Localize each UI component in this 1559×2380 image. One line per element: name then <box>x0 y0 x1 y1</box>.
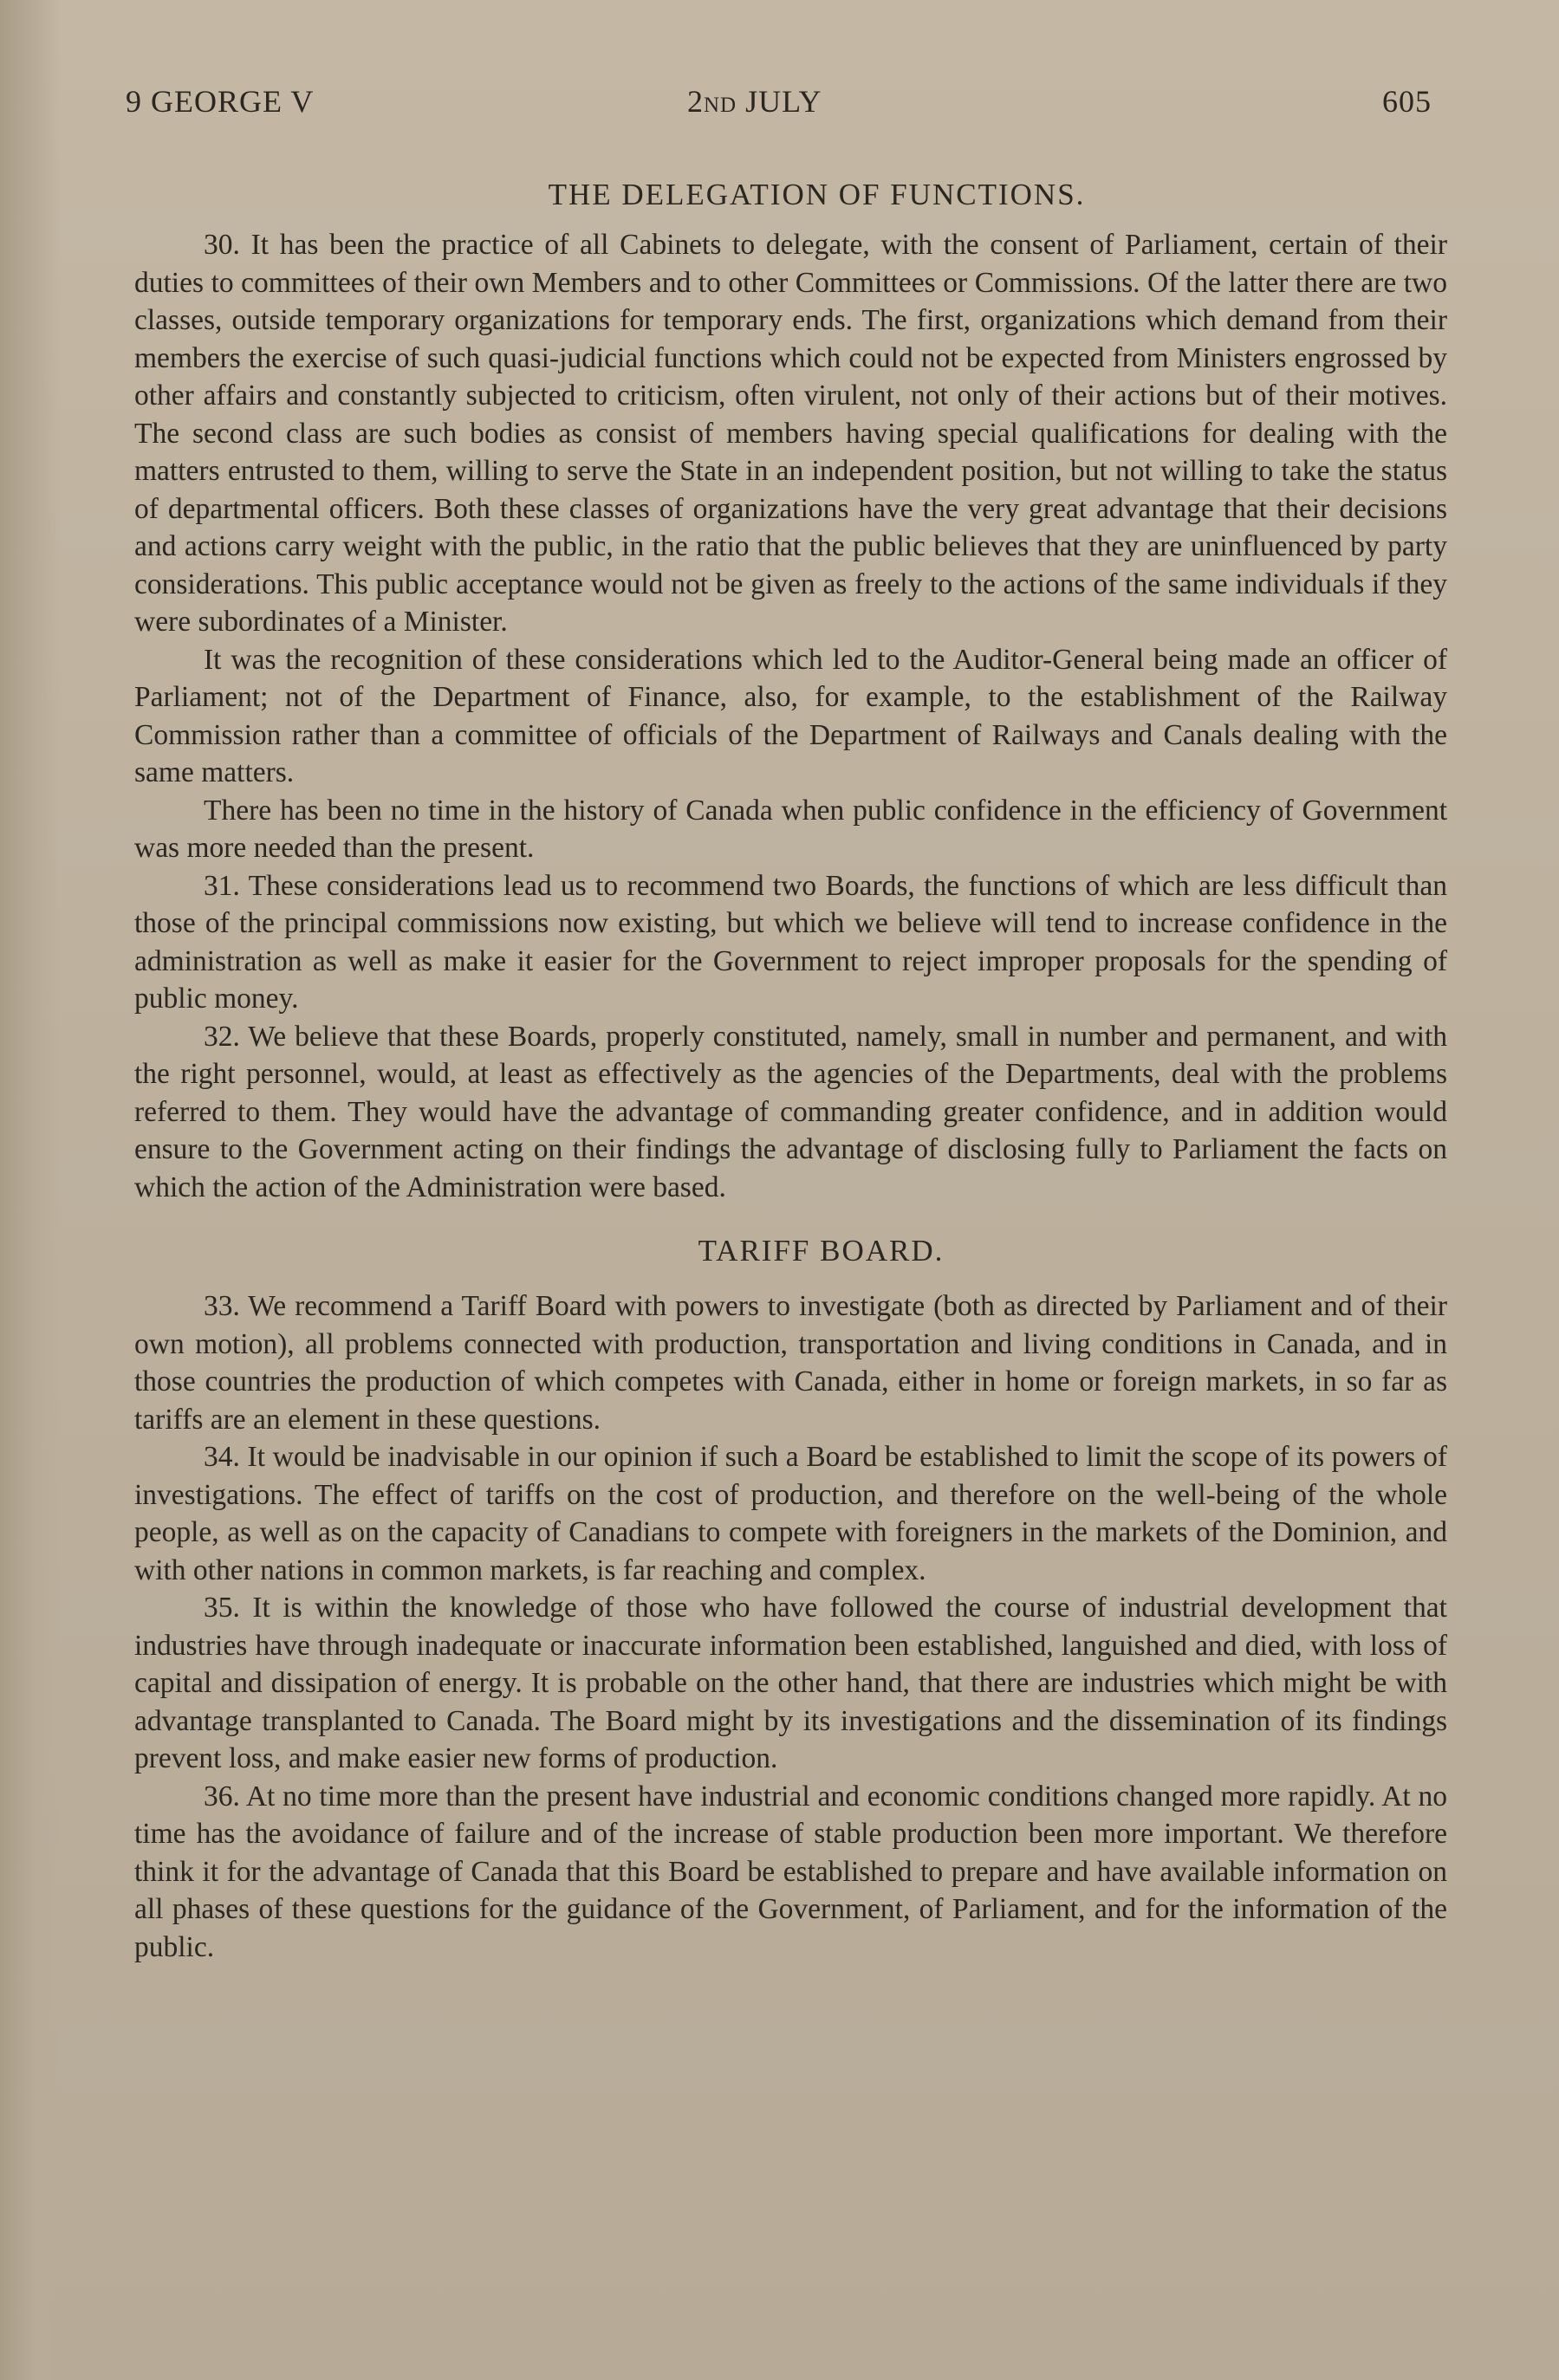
binding-gutter <box>0 0 61 2380</box>
page-number: 605 <box>1382 84 1432 119</box>
running-head-left: 9 GEORGE V <box>126 84 315 119</box>
paragraph-36: 36. At no time more than the present have industrial and economic conditions changed more rapidly. At no time has the avoidance of failure and of the increase of stable production been more important. We therefore think it for the advantage of Canada that this Board be established to prepare and have available information on all phases of these questions for the guidance of the Government, of Parliament, and for the information of the public. <box>134 1780 1447 1963</box>
section-heading-delegation: THE DELEGATION OF FUNCTIONS. <box>548 178 1086 211</box>
paragraph-32: 32. We believe that these Boards, properly constituted, namely, small in number and permanent, and with the right personnel, would, at least as effectively as the agencies of the Departments, deal with the problems referred to them. They would have the advantage of commanding greater confidence, and in addition would ensure to the Government acting on their findings the advantage of disclosing fully to Parliament the facts on which the action of the Administration were based. <box>134 1020 1447 1203</box>
paragraph-35: 35. It is within the knowledge of those who have followed the course of industrial development that industries have through inadequate or inaccurate information been established, languished and died, with loss of capital and dissipation of energy. It is probable on the other hand, that there are industries which might be with advantage transplanted to Canada. The Board might by its investigations and the dissemination of its findings prevent loss, and make easier new forms of production. <box>134 1592 1447 1774</box>
paragraph-public-confidence: There has been no time in the history of Canada when public confidence in the efficiency of Government was more needed than the present. <box>134 794 1447 864</box>
paragraph-33: 33. We recommend a Tariff Board with powers to investigate (both as directed by Parliament and of their own motion), all problems connected with production, transportation and living conditions in Canada, and in those countries the production of which competes with Canada, either in home or foreign markets, in so far as tariffs are an element in these questions. <box>134 1290 1447 1436</box>
paragraph-31: 31. These considerations lead us to recommend two Boards, the functions of which are less difficult than those of the principal commissions now existing, but which we believe will tend to increase confidence in the administration as well as make it easier for the Government to reject improper proposals for the spending of public money. <box>134 869 1447 1015</box>
section-heading-tariff-board: TARIFF BOARD. <box>698 1234 945 1268</box>
running-head-date: 2nd JULY <box>687 84 822 119</box>
running-head <box>126 83 1460 126</box>
paragraph-auditor-general: It was the recognition of these considerations which led to the Auditor-General being made an officer of Parliament; not of the Department of Finance, also, for example, to the establishment of the Railway Commission rather than a committee of officials of the Department of Railways and Canals dealing with the same matters. <box>134 643 1447 788</box>
paragraph-30: 30. It has been the practice of all Cabinets to delegate, with the consent of Parliament, certain of their duties to committees of their own Members and to other Committees or Commissions. Of the latter there are two classes, outside temporary organizations for temporary ends. The first, organizations which demand from their members the exercise of such quasi-judicial functions which could not be expected from Ministers engrossed by other affairs and constantly subjected to criticism, often virulent, not only of their actions but of their motives. The second class are such bodies as consist of members having special qualifications for dealing with the matters entrusted to them, willing to serve the State in an independent position, but not willing to take the status of departmental officers. Both these classes of organizations have the very great advantage that their decisions and actions carry weight with the public, in the ratio that the public believes that they are uninfluenced by party considerations. This public acceptance would not be given as freely to the actions of the same individuals if they were subordinates of a Minister. <box>134 229 1447 638</box>
paragraph-34: 34. It would be inadvisable in our opinion if such a Board be established to limit the scope of its powers of investigations. The effect of tariffs on the cost of production, and therefore on the well-being of the whole people, as well as on the capacity of Canadians to compete with foreigners in the markets of the Dominion, and with other nations in common markets, is far reaching and complex. <box>134 1441 1447 1586</box>
body-text <box>134 178 1447 1966</box>
